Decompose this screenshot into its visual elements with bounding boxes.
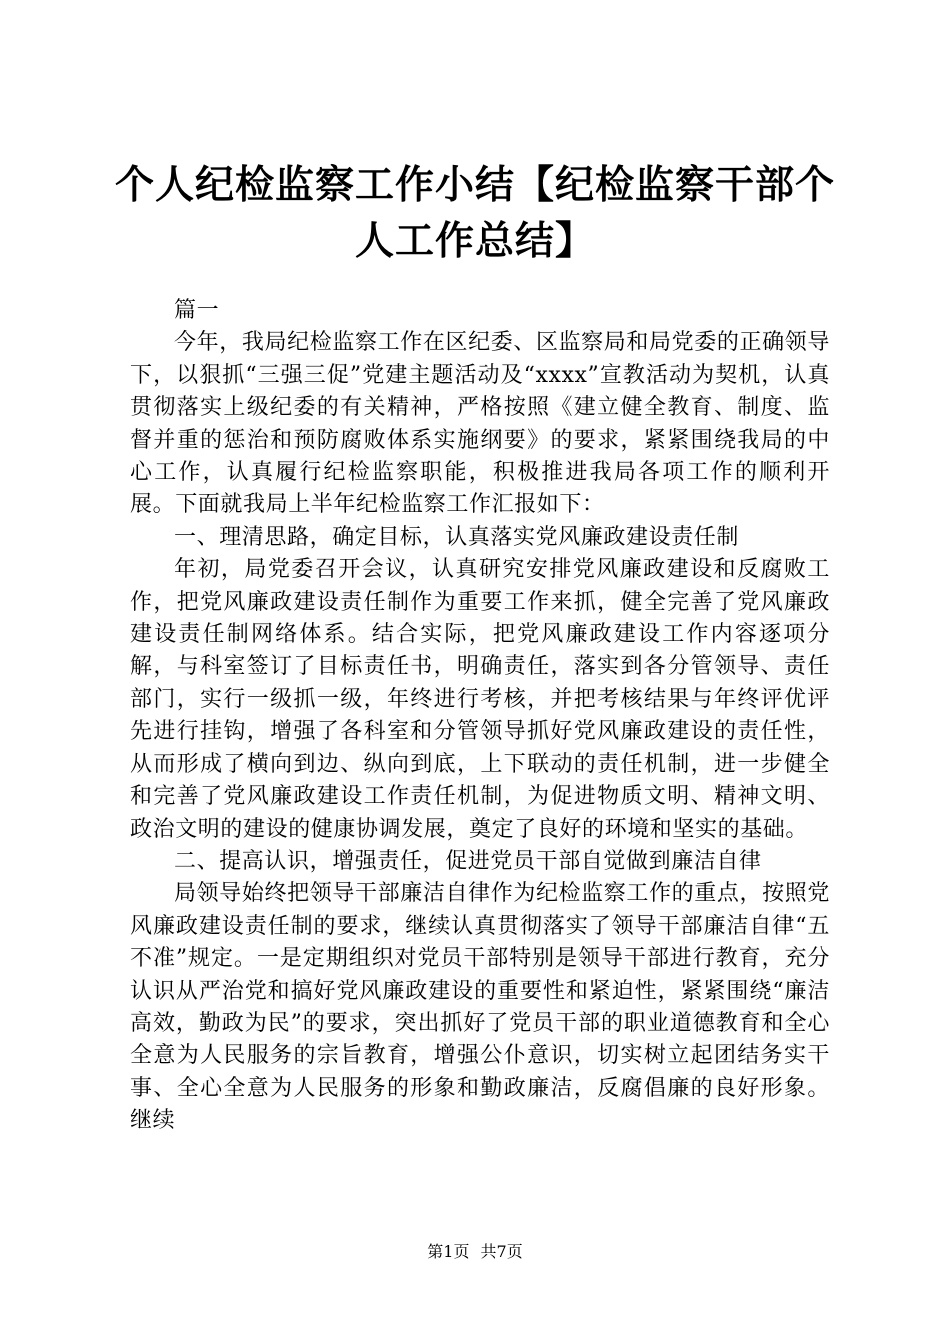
document-body	[130, 295, 830, 1138]
page-total: 共7页	[480, 1242, 523, 1261]
section-heading-2: 二、提高认识，增强责任，促进党员干部自觉做到廉洁自律	[174, 848, 762, 874]
paragraph-intro: 今年，我局纪检监察工作在区纪委、区监察局和局党委的正确领导下，以狠抓“三强三促”党建主题活动及“xxxx”宣教活动为契机，认真贯彻落实上级纪委的有关精神，严格按照《建立健全教育、制度、监督并重的惩治和预防腐败体系实施纲要》的要求，紧紧围绕我局的中心工作，认真履行纪检监察职能，积极推进我局各项工作的顺利开展。下面就我局上半年纪检监察工作汇报如下：	[130, 330, 830, 518]
section-label: 篇一	[174, 298, 220, 323]
page-number: 第1页	[427, 1242, 470, 1261]
section-heading-1: 一、理清思路，确定目标，认真落实党风廉政建设责任制	[174, 524, 740, 550]
page-footer	[0, 1241, 950, 1263]
paragraph-section-1: 年初，局党委召开会议，认真研究安排党风廉政建设和反腐败工作，把党风廉政建设责任制作为重要工作来抓，健全完善了党风廉政建设责任制网络体系。结合实际，把党风廉政建设工作内容逐项分解，与科室签订了目标责任书，明确责任，落实到各分管领导、责任部门，实行一级抓一级，年终进行考核，并把考核结果与年终评优评先进行挂钩，增强了各科室和分管领导抓好党风廉政建设的责任性，从而形成了横向到边、纵向到底，上下联动的责任机制，进一步健全和完善了党风廉政建设工作责任机制，为促进物质文明、精神文明、政治文明的建设的健康协调发展，奠定了良好的环境和坚实的基础。	[130, 557, 830, 842]
document-title: 个人纪检监察工作小结【纪检监察干部个人工作总结】	[114, 163, 835, 264]
paragraph-section-2: 局领导始终把领导干部廉洁自律作为纪检监察工作的重点，按照党风廉政建设责任制的要求，继续认真贯彻落实了领导干部廉洁自律“五不准”规定。一是定期组织对党员干部特别是领导干部进行教育，充分认识从严治党和搞好党风廉政建设的重要性和紧迫性，紧紧围绕“廉洁高效，勤政为民”的要求，突出抓好了党员干部的职业道德教育和全心全意为人民服务的宗旨教育，增强公仆意识，切实树立起团结务实干事、全心全意为人民服务的形象和勤政廉洁，反腐倡廉的良好形象。继续	[130, 881, 830, 1134]
